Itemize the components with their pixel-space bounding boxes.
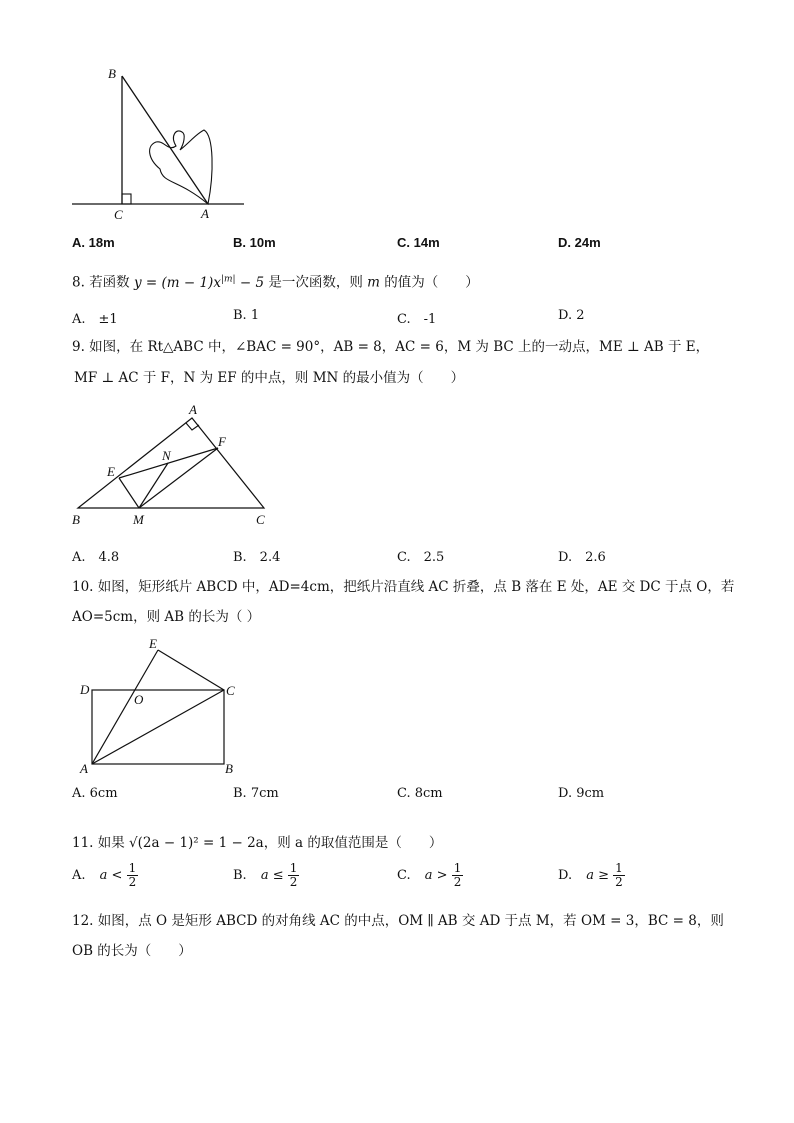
q9-option-a[interactable]: A. 4.8 xyxy=(72,550,120,565)
q11-option-a[interactable] xyxy=(72,862,138,889)
q9-option-b[interactable]: B. 2.4 xyxy=(233,550,281,565)
label-a: A xyxy=(189,402,197,417)
label-f: F xyxy=(218,434,226,449)
label-b: B xyxy=(72,512,80,527)
label-o: O xyxy=(134,692,144,707)
tree-crown-shape xyxy=(150,130,212,204)
q7-option-a[interactable]: A. 18m xyxy=(72,235,115,250)
right-angle-mark xyxy=(122,194,131,204)
q11-option-c-label: C. xyxy=(397,868,411,883)
q11-option-d-label: D. xyxy=(558,868,573,883)
fraction-numerator: 1 xyxy=(289,861,298,875)
q8-option-a[interactable]: A. ±1 xyxy=(72,312,118,327)
label-a: A xyxy=(201,206,209,221)
q12-stem-line1: 12. 如图，点 O 是矩形 ABCD 的对角线 AC 的中点，OM ∥ AB 交 AD 于点 M，若 OM = 3，BC = 8，则 xyxy=(72,913,724,929)
label-b: B xyxy=(108,66,116,81)
q11-option-a-fraction xyxy=(127,862,139,889)
q11-option-d-fraction xyxy=(613,862,625,889)
label-m: M xyxy=(133,512,144,527)
q12-stem-line2: OB 的长为（ ） xyxy=(72,943,192,959)
q9-figure xyxy=(66,400,280,530)
fraction-denominator: 2 xyxy=(615,875,623,889)
q8-text-after: 是一次函数，则 xyxy=(268,274,363,291)
q8-text-end: 的值为（ ） xyxy=(384,274,479,291)
label-c: C xyxy=(226,683,235,698)
fraction-denominator: 2 xyxy=(289,875,298,889)
fraction-numerator: 1 xyxy=(128,861,137,875)
hypotenuse-line xyxy=(122,76,208,204)
q7-option-b[interactable]: B. 10m xyxy=(233,235,276,250)
q10-option-c[interactable]: C. 8cm xyxy=(397,786,443,801)
q9-option-d[interactable]: D. 2.6 xyxy=(558,550,606,565)
q8-number: 8. xyxy=(72,274,85,291)
q10-option-b[interactable]: B. 7cm xyxy=(233,786,279,801)
q10-figure xyxy=(76,634,246,778)
q11-option-b-label: B. xyxy=(233,868,247,883)
label-e: E xyxy=(149,636,157,651)
q11-option-d-rel: a ≥ xyxy=(586,868,610,883)
label-c: C xyxy=(114,207,123,222)
q8-option-d[interactable]: D. 2 xyxy=(558,308,585,323)
fraction-denominator: 2 xyxy=(128,875,137,889)
q10-option-a[interactable]: A. 6cm xyxy=(72,786,118,801)
q11-option-b-rel: a ≤ xyxy=(260,868,284,883)
q8-option-c[interactable]: C. -1 xyxy=(397,312,437,327)
diagonal-ac xyxy=(92,690,224,764)
q9-option-c[interactable]: C. 2.5 xyxy=(397,550,445,565)
fraction-numerator: 1 xyxy=(615,861,623,875)
q11-stem: 11. 如果 √(2a − 1)² = 1 − 2a，则 a 的取值范围是（ ） xyxy=(72,835,443,851)
q8-var: m xyxy=(367,274,380,291)
fraction-denominator: 2 xyxy=(453,875,462,889)
segment-ec xyxy=(158,650,224,690)
q10-stem-line1: 10. 如图，矩形纸片 ABCD 中，AD=4cm，把纸片沿直线 AC 折叠，点 B 落在 E 处，AE 交 DC 于点 O，若 xyxy=(72,579,735,595)
q7-option-c[interactable]: C. 14m xyxy=(397,235,440,250)
q9-stem-line1: 9. 如图，在 Rt△ABC 中，∠BAC = 90°，AB = 8，AC = 6，M 为 BC 上的一动点，ME ⊥ AB 于 E， xyxy=(72,339,710,355)
label-n: N xyxy=(162,448,171,463)
label-b: B xyxy=(225,761,233,776)
q8-stem xyxy=(72,264,479,298)
triangle-abc xyxy=(78,418,264,508)
label-a: A xyxy=(80,761,88,776)
q7-figure xyxy=(68,64,248,224)
q11-option-d[interactable] xyxy=(558,862,625,889)
q11-option-c-rel: a > xyxy=(424,868,448,883)
q11-option-b[interactable] xyxy=(233,862,299,889)
q8-option-b[interactable]: B. 1 xyxy=(233,308,260,323)
q7-option-d[interactable]: D. 24m xyxy=(558,235,601,250)
label-e: E xyxy=(107,464,115,479)
q10-option-d[interactable]: D. 9cm xyxy=(558,786,605,801)
q8-text-before: 若函数 xyxy=(89,274,130,291)
q11-option-c[interactable] xyxy=(397,862,463,889)
q11-option-a-label: A. xyxy=(72,868,86,883)
q8-formula: $y = (m - 1)x^{|m|} - 5$ xyxy=(133,274,265,291)
fraction-numerator: 1 xyxy=(453,861,462,875)
segment-mn xyxy=(139,463,168,508)
segment-ae xyxy=(92,650,158,764)
q11-option-b-fraction xyxy=(288,862,300,889)
q11-option-a-rel: a < xyxy=(99,868,123,883)
label-c: C xyxy=(256,512,265,527)
q10-stem-line2: AO=5cm，则 AB 的长为（ ） xyxy=(72,609,261,625)
q9-stem-line2: MF ⊥ AC 于 F，N 为 EF 的中点，则 MN 的最小值为（ ） xyxy=(74,370,465,386)
q11-option-c-fraction xyxy=(452,862,464,889)
segment-me xyxy=(119,478,139,508)
label-d: D xyxy=(80,682,90,697)
segment-mf xyxy=(139,448,218,508)
